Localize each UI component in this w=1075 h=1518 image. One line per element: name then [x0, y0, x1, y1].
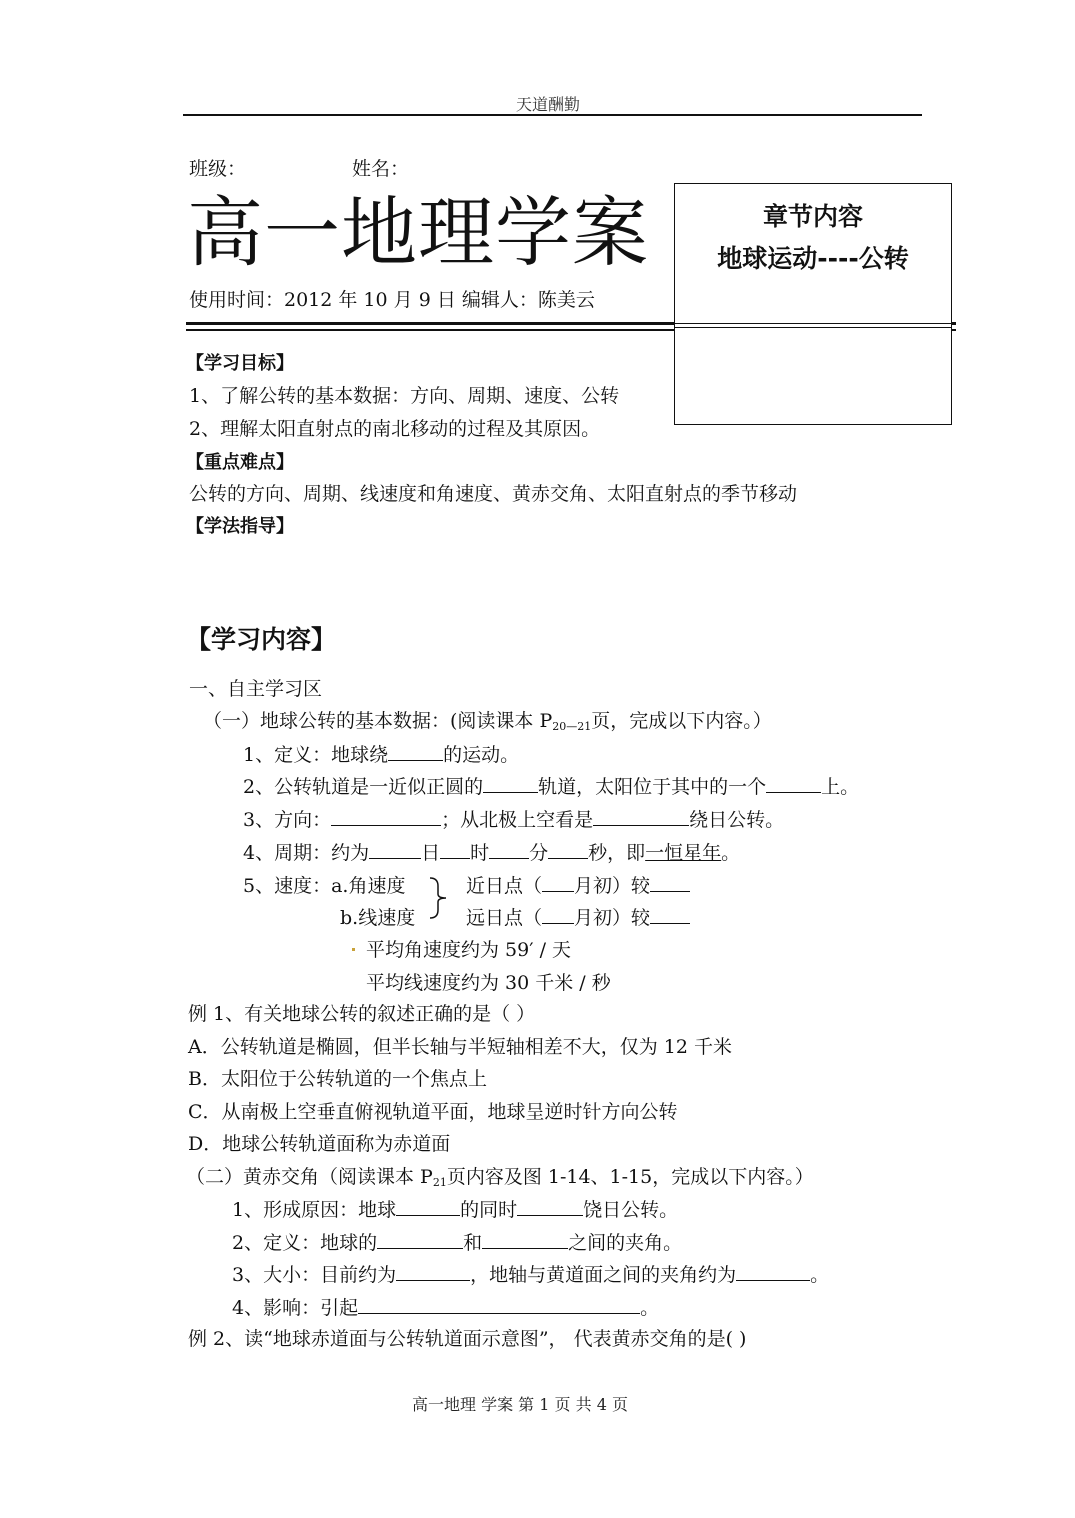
header-rule: [183, 114, 922, 116]
chapter-box-top: [675, 184, 951, 324]
q2-orbit: 2、公转轨道是一近似正圆的 轨道，太阳位于其中的一个 上。: [243, 776, 860, 798]
q5-speed-angle: 5、速度：a.角速度: [243, 875, 406, 897]
objective-item-1: 1、了解公转的基本数据：方向、周期、速度、公转: [189, 385, 620, 407]
q5-avg-line: 平均线速度约为 30 千米 / 秒: [366, 972, 611, 994]
content-heading: 【学习内容】: [186, 625, 337, 654]
blank-field[interactable]: [736, 1262, 810, 1281]
sidereal-year: 一恒星年: [645, 842, 722, 864]
blank-field[interactable]: [377, 1230, 463, 1249]
example1-option-b: B．太阳位于公转轨道的一个焦点上: [188, 1068, 487, 1090]
section1-title: 一、自主学习区: [189, 678, 323, 700]
blank-field[interactable]: [650, 905, 690, 924]
name-label: 姓名：: [352, 158, 410, 180]
blank-field[interactable]: [650, 873, 690, 892]
objectives-heading: 【学习目标】: [186, 353, 294, 374]
blank-field[interactable]: [489, 840, 529, 859]
chapter-box-line1: 章节内容: [762, 202, 863, 231]
page-footer: 高一地理 学案 第 1 页 共 4 页: [412, 1395, 628, 1414]
s2-q1-cause: 1、形成原因：地球 的同时 饶日公转。: [232, 1199, 679, 1221]
blank-field[interactable]: [542, 905, 574, 924]
q4-period: 4、周期：约为 日 时 分 秒，即一恒星年。: [243, 842, 741, 864]
example1-stem: 例 1、有关地球公转的叙述正确的是（ ）: [188, 1003, 536, 1025]
blank-field[interactable]: [766, 774, 821, 793]
blank-field[interactable]: [440, 840, 470, 859]
blank-field[interactable]: [517, 1197, 583, 1216]
blank-field[interactable]: [482, 1230, 568, 1249]
objective-item-2: 2、理解太阳直射点的南北移动的过程及其原因。: [189, 418, 601, 440]
q3-direction: 3、方向： ；从北极上空看是 绕日公转。: [243, 809, 785, 831]
small-dot: [352, 948, 355, 951]
blank-field[interactable]: [542, 873, 574, 892]
s2-q4-impact: 4、影响：引起 。: [232, 1297, 660, 1319]
q5-speed-line: b.线速度: [340, 907, 416, 929]
chapter-box: [674, 183, 952, 425]
q5-far: 远日点（ 月初）较: [466, 903, 690, 930]
section2-sub: （二）黄赤交角（阅读课本 $P_{21}$页内容及图 1-14、1-15，完成以下内容。）: [186, 1166, 814, 1189]
blank-field[interactable]: [331, 807, 441, 826]
blank-field[interactable]: [396, 1197, 460, 1216]
example1-option-a: A．公转轨道是椭圆，但半长轴与半短轴相差不大，仅为 12 千米: [188, 1036, 732, 1058]
blank-field[interactable]: [548, 840, 588, 859]
s2-q3-size: 3、大小：目前约为 ，地轴与黄道面之间的夹角约为 。: [232, 1264, 830, 1286]
page-title: 高一地理学案: [187, 188, 649, 277]
chapter-box-line2: 地球运动----公转: [717, 244, 909, 273]
header-text: 天道酬勤: [516, 95, 581, 114]
q5-near: 近日点（ 月初）较: [466, 871, 690, 898]
example1-option-d: D．地球公转轨道面称为赤道面: [188, 1133, 451, 1155]
keypoints-heading: 【重点难点】: [186, 452, 294, 473]
example1-option-c: C．从南极上空垂直俯视轨道平面，地球呈逆时针方向公转: [188, 1101, 678, 1123]
blank-field[interactable]: [369, 840, 421, 859]
blank-field[interactable]: [396, 1262, 470, 1281]
blank-field[interactable]: [483, 774, 538, 793]
blank-field[interactable]: [358, 1295, 640, 1314]
s2-q2-definition: 2、定义：地球的 和 之间的夹角。: [232, 1232, 683, 1254]
blank-field[interactable]: [388, 742, 443, 761]
class-label: 班级：: [189, 158, 247, 180]
q5-avg-angle: 平均角速度约为 59′ / 天: [366, 939, 572, 961]
blank-field[interactable]: [593, 807, 689, 826]
doc-meta: 使用时间：2012 年 10 月 9 日 编辑人：陈美云: [189, 289, 595, 311]
method-heading: 【学法指导】: [186, 516, 294, 537]
section1-sub1: （一）地球公转的基本数据：(阅读课本 $P_{20—21}$页，完成以下内容。）: [203, 710, 772, 733]
example2-stem: 例 2、读“地球赤道面与公转轨道面示意图”， 代表黄赤交角的是( ): [188, 1328, 747, 1350]
keypoints-text: 公转的方向、周期、线速度和角速度、黄赤交角、太阳直射点的季节移动: [189, 483, 798, 505]
brace-icon: [426, 874, 454, 922]
q1-definition: 1、定义：地球绕 的运动。: [243, 744, 520, 766]
